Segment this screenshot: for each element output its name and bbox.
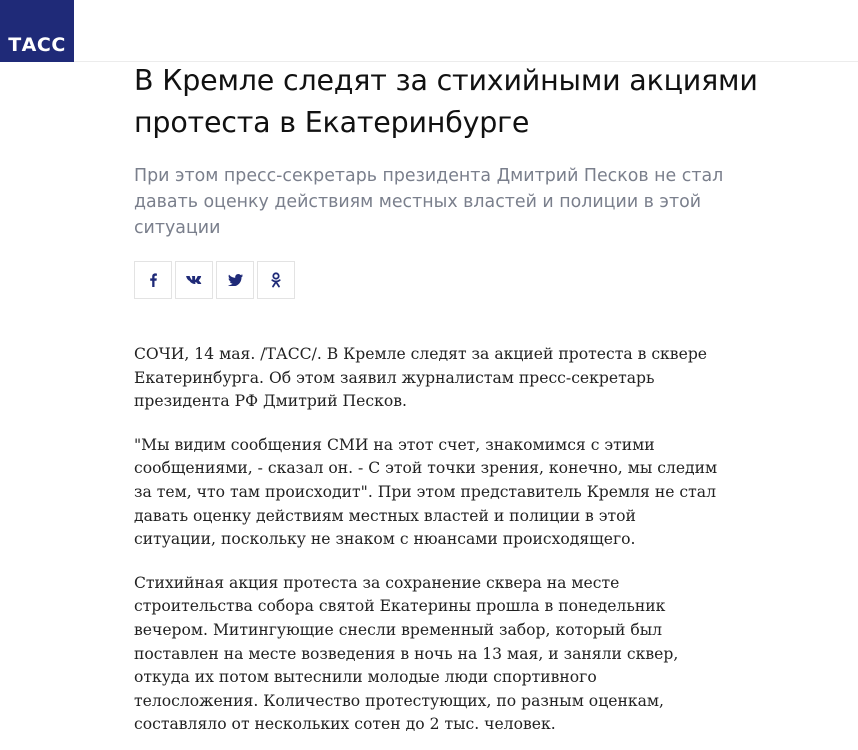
article-paragraph: СОЧИ, 14 мая. /ТАСС/. В Кремле следят за акцией протеста в сквере Екатеринбурга. Об этом заявил журналистам пресс-секретарь президента РФ Дмитрий Песков.: [134, 345, 708, 411]
share-twitter-button[interactable]: [216, 261, 254, 299]
odnoklassniki-icon: [271, 272, 281, 288]
article-paragraph: "Мы видим сообщения СМИ на этот счет, знакомимся с этими сообщениями, - сказал он. - С этой точки зрения, конечно, мы следим за тем, что там происходит". При этом представитель Кремля не стал давать оценку действиям местных властей и полиции в этой ситуации, поскольку не знаком с нюансами происходящего.: [134, 435, 718, 549]
tass-logo[interactable]: [0, 0, 74, 62]
article-body: [134, 343, 719, 750]
twitter-icon: [228, 274, 243, 286]
article-paragraph: Стихийная акция протеста за сохранение сквера на месте строительства собора святой Екатерины прошла в понедельник вечером. Митингующие снесли временный забор, который был поставлен на месте возведения в ночь на 13 мая, и заняли сквер, откуда их потом вытеснили молодые люди спортивного телосложения. Количество протестующих, по разным оценкам, составляло от нескольких сотен до 2 тыс. человек.: [134, 573, 679, 734]
logo-text: ТАСС: [8, 34, 66, 56]
top-bar: [0, 0, 858, 62]
share-facebook-button[interactable]: [134, 261, 172, 299]
share-buttons: [134, 261, 295, 299]
article-lead: При этом пресс-секретарь президента Дмитрий Песков не стал давать оценку действиям местных властей и полиции в этой ситуации: [134, 166, 724, 238]
vk-icon: [186, 275, 202, 285]
share-odnoklassniki-button[interactable]: [257, 261, 295, 299]
facebook-icon: [148, 273, 158, 287]
article-headline: В Кремле следят за стихийными акциями протеста в Екатеринбурге: [134, 64, 758, 139]
share-vk-button[interactable]: [175, 261, 213, 299]
